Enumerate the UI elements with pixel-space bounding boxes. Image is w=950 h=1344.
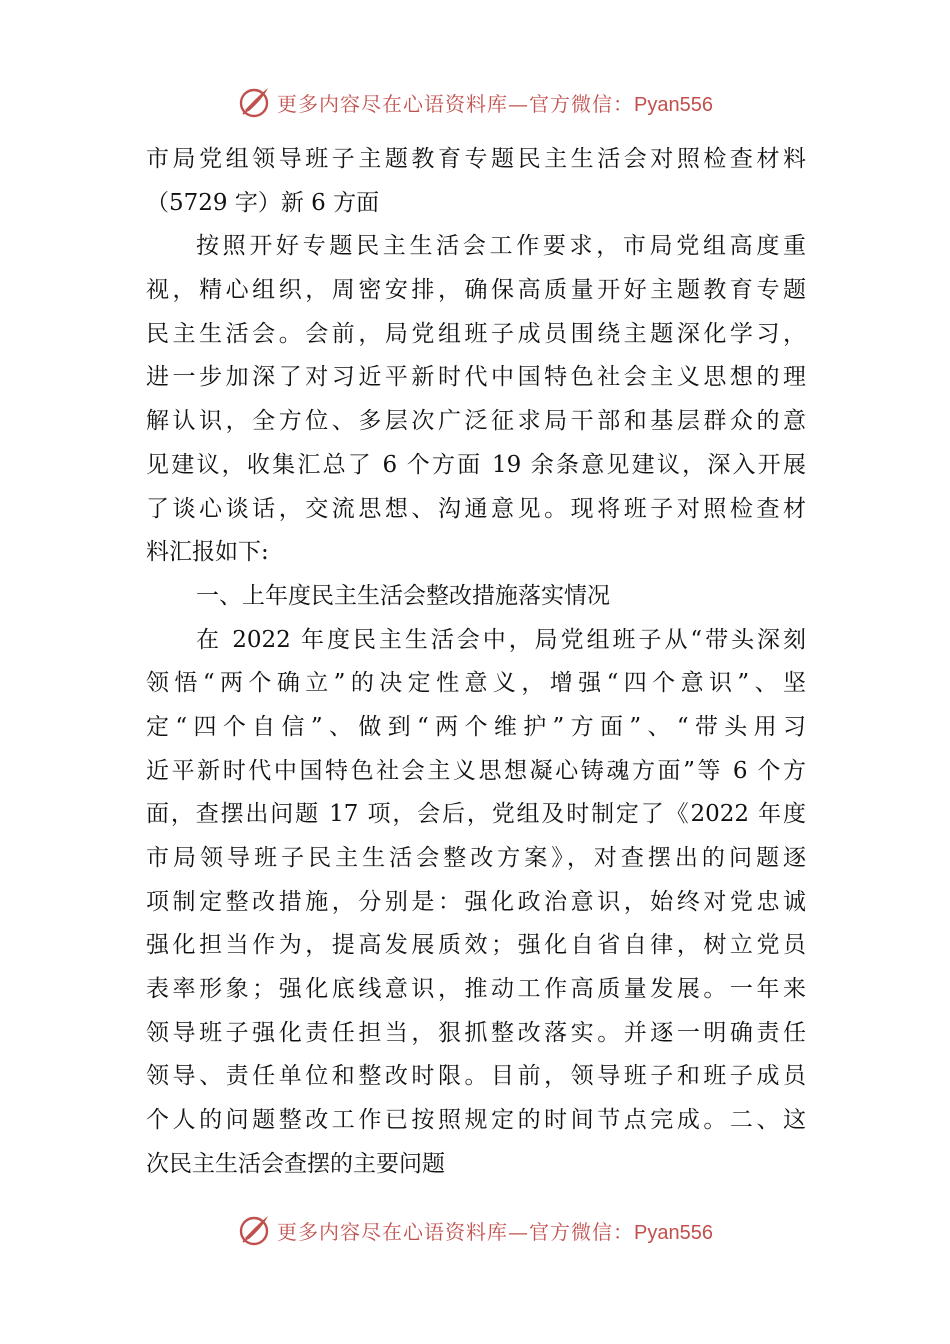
document-title-line-2: （5729 字）新 6 方面: [146, 189, 380, 216]
footer-watermark: [0, 1210, 950, 1250]
paragraph-line: 解认识，全方位、多层次广泛征求局干部和基层群众的意: [146, 408, 806, 435]
quill-pen-seal-icon: [237, 84, 273, 120]
paragraph-line: 按照开好专题民主生活会工作要求，市局党组高度重: [196, 233, 806, 260]
paragraph-line: 视，精心组织，周密安排，确保高质量开好主题教育专题: [146, 277, 806, 304]
paragraph-line: 市局领导班子民主生活会整改方案》，对查摆出的问题逐: [146, 845, 806, 871]
paragraph-line: 领导、责任单位和整改时限。目前，领导班子和班子成员: [146, 1063, 806, 1090]
document-title-line-1: 市局党组领导班子主题教育专题民主生活会对照检查材料: [146, 146, 806, 172]
paragraph-line: 领悟“两个确立”的决定性意义，增强“四个意识”、坚: [146, 670, 806, 697]
paragraph-line: 强化担当作为，提高发展质效；强化自省自律，树立党员: [146, 932, 806, 959]
paragraph-line: 见建议，收集汇总了 6 个方面 19 余条意见建议，深入开展: [146, 451, 806, 478]
paragraph-line: 进一步加深了对习近平新时代中国特色社会主义思想的理: [146, 364, 806, 391]
watermark-text: 更多内容尽在心语资料库—官方微信：Pyan556: [277, 91, 713, 116]
paragraph-line: 定“四个自信”、做到“两个维护”方面”、“带头用习: [146, 713, 806, 740]
paragraph-line: 表率形象；强化底线意识，推动工作高质量发展。一年来: [146, 976, 806, 1003]
paragraph-line: 领导班子强化责任担当，狠抓整改落实。并逐一明确责任: [146, 1019, 806, 1046]
watermark-text: 更多内容尽在心语资料库—官方微信：Pyan556: [277, 1219, 713, 1244]
quill-pen-seal-icon: [237, 1212, 273, 1248]
paragraph-line: 次民主生活会查摆的主要问题: [146, 1150, 445, 1177]
paragraph-line: 项制定整改措施，分别是：强化政治意识，始终对党忠诚: [146, 888, 806, 915]
paragraph-line: 面，查摆出问题 17 项，会后，党组及时制定了《2022 年度: [146, 801, 806, 828]
paragraph-line: 个人的问题整改工作已按照规定的时间节点完成。二、这: [146, 1107, 806, 1134]
paragraph-line: 料汇报如下:: [146, 539, 269, 566]
paragraph-line: 近平新时代中国特色社会主义思想凝心铸魂方面”等 6 个方: [146, 757, 806, 784]
paragraph-line: 在 2022 年度民主生活会中，局党组班子从“带头深刻: [196, 626, 806, 653]
section-heading: 一、上年度民主生活会整改措施落实情况: [196, 582, 610, 609]
header-watermark: [0, 82, 950, 122]
paragraph-line: 了谈心谈话，交流思想、沟通意见。现将班子对照检查材: [146, 495, 806, 522]
paragraph-line: 民主生活会。会前，局党组班子成员围绕主题深化学习，: [146, 320, 806, 347]
document-body: [146, 138, 806, 1187]
